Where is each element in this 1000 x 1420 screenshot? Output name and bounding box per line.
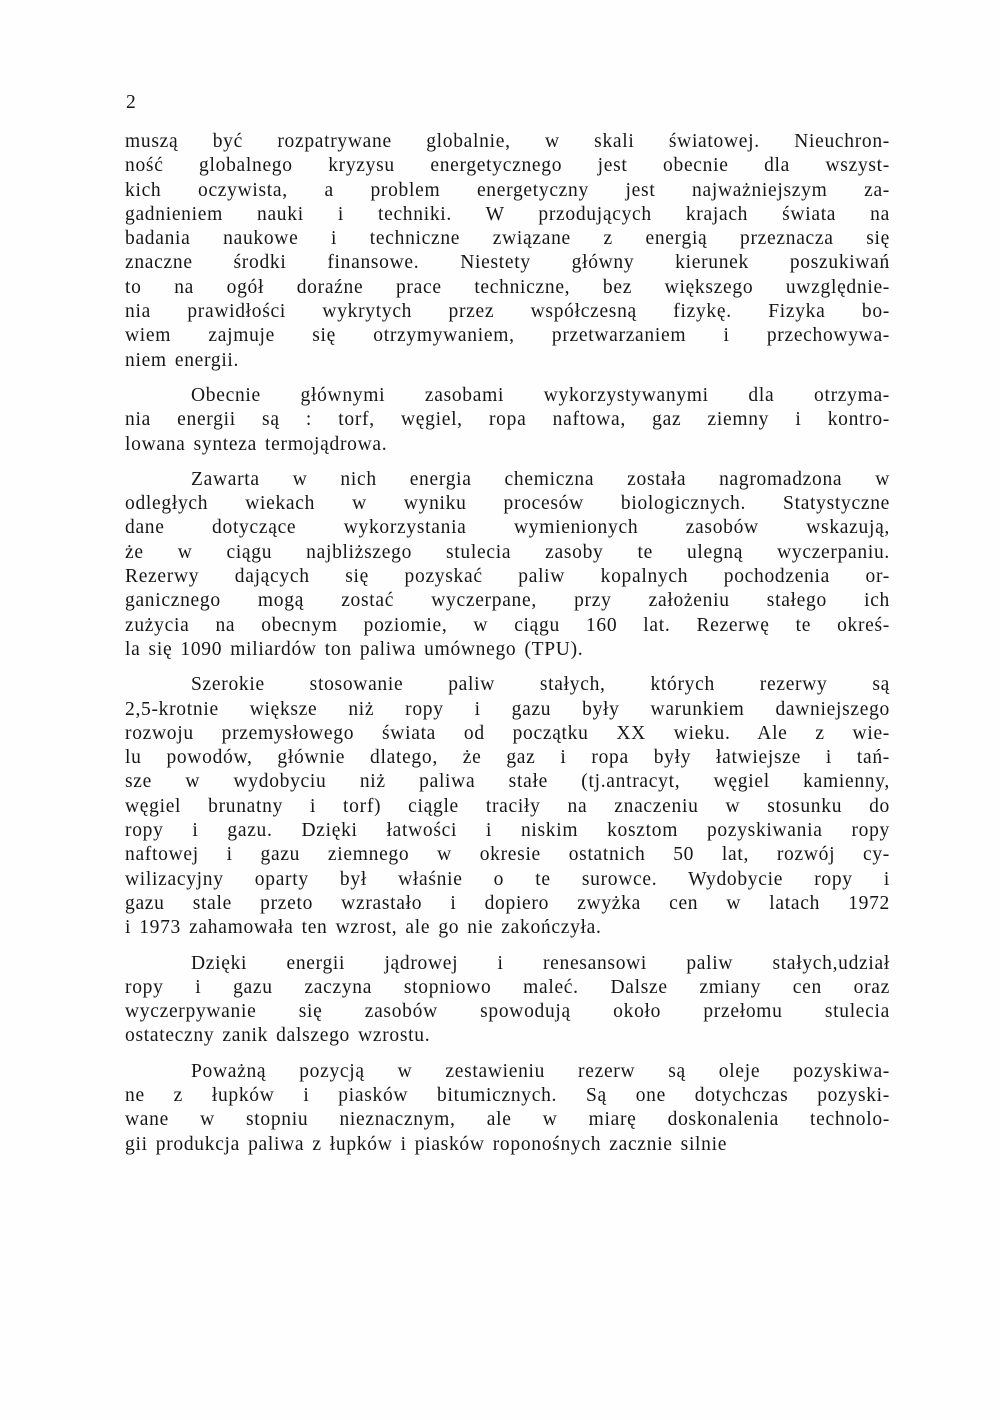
text-line: badania naukowe i techniczne związane z energią przeznacza się <box>125 228 890 250</box>
paragraph <box>125 1060 890 1157</box>
text-line: wane w stopniu nieznacznym, ale w miarę doskonalenia technolo- <box>125 1109 890 1131</box>
text-line: gazu stale przeto wzrastało i dopiero zwyżka cen w latach 1972 <box>125 892 890 914</box>
text-line: węgiel brunatny i torf) ciągle traciły na znaczeniu w stosunku do <box>125 795 890 817</box>
text-line: ność globalnego kryzysu energetycznego jest obecnie dla wszyst- <box>125 155 890 177</box>
text-line: gadnieniem nauki i techniki. W przodujących krajach świata na <box>125 203 890 225</box>
text-line: Poważną pozycją w zestawieniu rezerw są oleje pozyskiwa- <box>191 1060 890 1082</box>
text-line: Zawarta w nich energia chemiczna została nagromadzona w <box>191 468 890 490</box>
text-line: nia energii są : torf, węgiel, ropa naftowa, gaz ziemny i kontro- <box>125 409 890 431</box>
text-body <box>125 130 890 1157</box>
text-line: dane dotyczące wykorzystania wymienionych zasobów wskazują, <box>125 517 890 539</box>
text-line: to na ogół doraźne prace techniczne, bez większego uwzględnie- <box>125 276 890 298</box>
text-line: wiem zajmuje się otrzymywaniem, przetwarzaniem i przechowywa- <box>125 325 890 347</box>
text-line: lu powodów, głównie dlatego, że gaz i ropa były łatwiejsze i tań- <box>125 747 890 769</box>
text-line: i 1973 zahamowała ten wzrost, ale go nie zakończyła. <box>125 917 602 939</box>
text-line: niem energii. <box>125 349 240 371</box>
paragraph <box>125 468 890 662</box>
text-line: la się 1090 miliardów ton paliwa umównego (TPU). <box>125 638 584 660</box>
text-line: Rezerwy dających się pozyskać paliw kopalnych pochodzenia or- <box>125 566 890 588</box>
text-line: odległych wiekach w wyniku procesów biologicznych. Statystyczne <box>125 493 890 515</box>
page-number: 2 <box>126 92 137 113</box>
paragraph <box>125 130 890 373</box>
text-line: lowana synteza termojądrowa. <box>125 433 388 455</box>
text-line: Szerokie stosowanie paliw stałych, których rezerwy są <box>191 674 890 696</box>
paragraph <box>125 952 890 1049</box>
text-line: znaczne środki finansowe. Niestety główny kierunek poszukiwań <box>125 252 890 274</box>
text-line: naftowej i gazu ziemnego w okresie ostatnich 50 lat, rozwój cy- <box>125 844 890 866</box>
text-line: wilizacyjny oparty był właśnie o te surowce. Wydobycie ropy i <box>125 868 890 890</box>
text-line: ganicznego mogą zostać wyczerpane, przy założeniu stałego ich <box>125 590 890 612</box>
text-line: Obecnie głównymi zasobami wykorzystywanymi dla otrzyma- <box>191 384 890 406</box>
text-line: ropy i gazu. Dzięki łatwości i niskim kosztom pozyskiwania ropy <box>125 820 890 842</box>
text-line: ne z łupków i piasków bitumicznych. Są one dotychczas pozyski- <box>125 1084 890 1106</box>
text-line: sze w wydobyciu niż paliwa stałe (tj.antracyt, węgiel kamienny, <box>125 771 890 793</box>
paragraph <box>125 673 890 940</box>
text-line: rozwoju przemysłowego świata od początku XX wieku. Ale z wie- <box>125 722 890 744</box>
text-line: nia prawidłości wykrytych przez współczesną fizykę. Fizyka bo- <box>125 301 890 323</box>
text-line: zużycia na obecnym poziomie, w ciągu 160 lat. Rezerwę te okreś- <box>125 614 890 636</box>
text-line: gii produkcja paliwa z łupków i piasków roponośnych zacznie silnie <box>125 1133 728 1155</box>
paragraph <box>125 384 890 457</box>
text-line: Dzięki energii jądrowej i renesansowi paliw stałych,udział <box>191 952 890 974</box>
text-line: 2,5-krotnie większe niż ropy i gazu były warunkiem dawniejszego <box>125 698 890 720</box>
text-line: wyczerpywanie się zasobów spowodują około przełomu stulecia <box>125 1001 890 1023</box>
text-line: muszą być rozpatrywane globalnie, w skali światowej. Nieuchron- <box>125 131 890 152</box>
text-line: kich oczywista, a problem energetyczny jest najważniejszym za- <box>125 179 890 201</box>
text-line: ostateczny zanik dalszego wzrostu. <box>125 1025 431 1047</box>
text-line: ropy i gazu zaczyna stopniowo maleć. Dalsze zmiany cen oraz <box>125 976 890 998</box>
text-line: że w ciągu najbliższego stulecia zasoby te ulegną wyczerpaniu. <box>125 541 890 563</box>
